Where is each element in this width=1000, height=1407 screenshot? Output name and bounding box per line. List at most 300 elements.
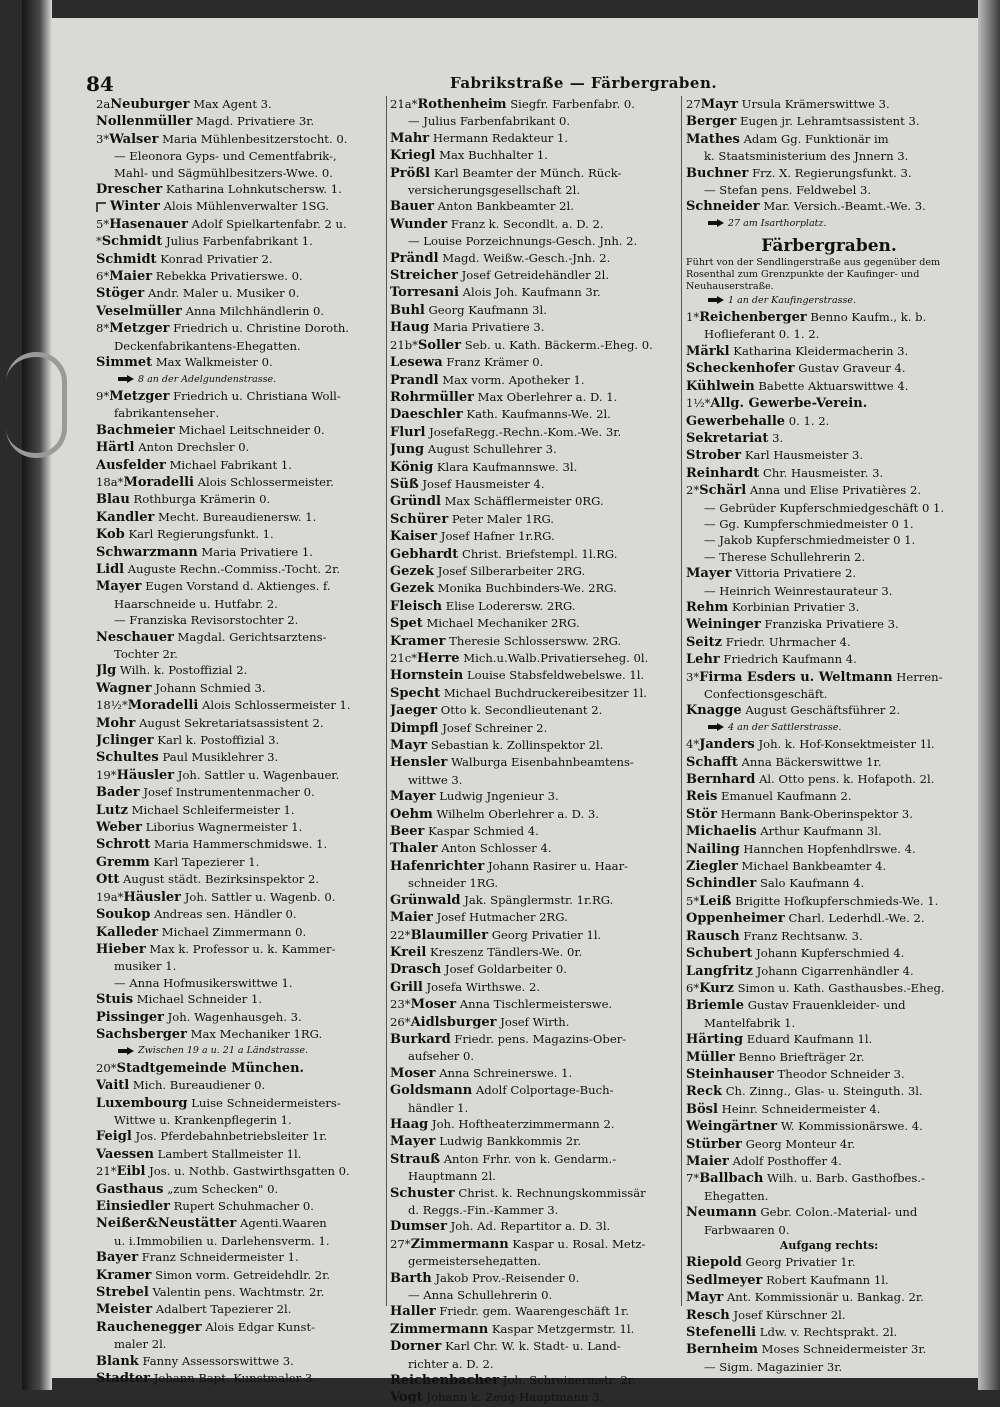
directory-entry <box>96 491 386 508</box>
directory-entry <box>390 737 682 754</box>
resident-name: Kaiser <box>390 529 438 545</box>
resident-name: Oehm <box>390 806 433 822</box>
directory-entry <box>390 441 682 458</box>
resident-details: Hermann Redakteur 1. <box>432 130 569 145</box>
resident-details: Rupert Schuhmacher 0. <box>173 1199 314 1213</box>
directory-entry <box>96 388 386 405</box>
directory-entry <box>686 806 972 823</box>
directory-entry <box>390 1218 682 1235</box>
resident-details: Adolf Posthoffer 4. <box>732 1153 842 1168</box>
resident-name: Eibl <box>116 1164 146 1180</box>
directory-entry <box>686 378 972 395</box>
directory-entry <box>96 422 386 439</box>
directory-entry <box>96 320 386 337</box>
resident-details: W. Kommissionärswe. 4. <box>780 1119 923 1134</box>
resident-name: Weber <box>96 820 143 836</box>
resident-name: Luxembourg <box>96 1095 188 1111</box>
directory-entry <box>686 1066 972 1083</box>
directory-entry <box>390 840 682 857</box>
directory-entry <box>686 997 972 1014</box>
resident-details: Michael Bankbeamter 4. <box>741 859 887 874</box>
directory-entry <box>96 457 386 474</box>
resident-details: Seb. u. Kath. Bäckerm.-Eheg. 0. <box>464 337 653 352</box>
directory-entry <box>390 633 682 650</box>
entry-continuation: u. i.Immobilien u. Darlehensverm. 1. <box>114 1233 330 1248</box>
resident-details: Anna Tischlermeisterswe. <box>459 997 613 1012</box>
resident-name: Reis <box>686 789 718 805</box>
directory-entry <box>96 285 386 302</box>
resident-name: Schmidt <box>96 251 157 267</box>
resident-name: Mohr <box>96 715 136 731</box>
resident-name: Jung <box>390 442 425 458</box>
directory-entry <box>686 1118 972 1135</box>
directory-entry <box>390 892 682 909</box>
resident-name: Prändl <box>390 250 439 266</box>
resident-name: Schindler <box>686 876 757 892</box>
resident-details: Karl Hausmeister 3. <box>744 448 864 463</box>
resident-name: Weingärtner <box>686 1119 778 1135</box>
directory-entry <box>686 736 972 753</box>
directory-entry <box>96 732 386 749</box>
resident-name: Berger <box>686 114 737 130</box>
directory-entry <box>96 819 386 836</box>
directory-entry <box>96 96 386 113</box>
street-corner-note <box>686 216 972 232</box>
resident-name: Bernheim <box>686 1342 758 1358</box>
resident-name: Herre <box>417 651 460 666</box>
entry-continuation: Wittwe u. Krankenpflegerin 1. <box>114 1112 292 1127</box>
resident-details: Joh. Ad. Repartitor a. D. 3l. <box>450 1219 611 1234</box>
directory-entry <box>96 1215 386 1232</box>
resident-name: Stuis <box>96 992 134 1008</box>
resident-details: Anna Bäckerswittwe 1r. <box>741 754 882 769</box>
resident-name: Leiß <box>699 893 732 909</box>
directory-entry <box>96 662 386 679</box>
resident-details: Max vorm. Apotheker 1. <box>442 372 585 387</box>
resident-details: Ludwig Bankkommis 2r. <box>439 1134 582 1149</box>
resident-details: Franz k. Secondlt. a. D. 2. <box>450 216 604 231</box>
resident-details: Brigitte Hofkupferschmieds-We. 1. <box>735 893 939 908</box>
directory-entry <box>686 651 972 668</box>
resident-name: Sachsberger <box>96 1026 187 1042</box>
resident-details: Eduard Kaufmann 1l. <box>746 1032 873 1047</box>
directory-entry <box>96 1128 386 1145</box>
resident-name: Vaessen <box>96 1146 154 1162</box>
directory-entry <box>96 1009 386 1026</box>
directory-entry <box>390 754 682 771</box>
house-number: 7* <box>686 1171 700 1186</box>
house-number: 1* <box>686 310 700 325</box>
resident-name: Schmidt <box>101 234 163 250</box>
directory-entry <box>390 389 682 406</box>
entry-continuation: Haarschneide u. Hutfabr. 2. <box>114 596 278 611</box>
entry-continuation: Tochter 2r. <box>114 647 178 661</box>
directory-entry <box>390 354 682 371</box>
directory-entry <box>390 1185 682 1202</box>
resident-name: Fleisch <box>390 598 443 614</box>
resident-name: Daeschler <box>390 407 463 423</box>
entry-continuation: — Julius Farbenfabrikant 0. <box>408 114 571 129</box>
resident-details: Max Buchhalter 1. <box>439 148 548 163</box>
house-number: 3* <box>96 131 110 146</box>
resident-name: Neuburger <box>110 97 190 112</box>
resident-details: Johann Cigarrenhändler 4. <box>756 963 914 978</box>
resident-details: Korbinian Privatier 3. <box>731 599 860 614</box>
resident-details: Anna Milchhändlerin 0. <box>185 303 325 318</box>
resident-name: Dimpfl <box>390 720 439 736</box>
page-header <box>86 72 966 96</box>
resident-name: Haag <box>390 1116 429 1132</box>
entry-continuation: Hauptmann 2l. <box>408 1169 496 1184</box>
resident-details: Maria Hammerschmidswe. 1. <box>153 837 328 852</box>
resident-name: Vogt <box>390 1390 423 1406</box>
directory-entry <box>96 526 386 543</box>
resident-name: Schuster <box>390 1185 455 1201</box>
directory-entry <box>390 1031 682 1048</box>
resident-name: Steinhauser <box>686 1066 774 1082</box>
resident-details: Anton Schlosser 4. <box>441 841 552 856</box>
street-description: Führt von der Sendlingerstraße aus gegenüber dem Rosenthal zum Grenzpunkte der Kaufinger- und Neuhauserstraße. <box>686 256 941 292</box>
resident-name: Gezek <box>390 581 435 597</box>
resident-details: Max Oberlehrer a. D. 1. <box>477 389 618 404</box>
house-number: 21b* <box>390 337 418 352</box>
entry-continuation: richter a. D. 2. <box>408 1356 494 1371</box>
house-number: 8* <box>96 321 110 336</box>
directory-entry <box>686 430 972 447</box>
street-corner-note <box>686 293 972 309</box>
resident-details: Joh. Schreinermstr. 2r. <box>502 1373 636 1388</box>
house-number: * <box>96 234 102 249</box>
directory-entry <box>686 1049 972 1066</box>
street-corner-text: Zwischen 19 a u. 21 a Ländstrasse. <box>138 1045 309 1057</box>
resident-name: Kriegl <box>390 148 436 164</box>
directory-entry <box>96 871 386 888</box>
resident-details: Anna Schreinerswe. 1. <box>439 1065 573 1080</box>
resident-details: Vittoria Privatiere 2. <box>735 566 857 581</box>
directory-entry <box>390 944 682 961</box>
house-number: 2a <box>96 97 111 111</box>
directory-entry <box>96 251 386 268</box>
resident-details: Josefa Wirthswe. 2. <box>426 979 541 994</box>
directory-entry <box>96 784 386 801</box>
resident-details: Andreas sen. Händler 0. <box>153 907 297 922</box>
resident-name: Aidlsburger <box>410 1014 497 1030</box>
resident-details: Jos. Pferdebahnbetriebsleiter 1r. <box>135 1129 328 1144</box>
directory-column-1 <box>96 96 386 1387</box>
resident-name: Kühlwein <box>686 378 755 394</box>
resident-name: Zimmermann <box>390 1321 489 1337</box>
directory-entry <box>96 1060 386 1077</box>
entry-continuation: wittwe 3. <box>408 772 463 787</box>
resident-details: Karl Regierungsfunkt. 1. <box>128 527 274 542</box>
resident-name: Mayer <box>390 1134 436 1150</box>
resident-name: Seitz <box>686 634 722 650</box>
directory-entry <box>390 667 682 684</box>
entry-continuation: k. Staatsministerium des Jnnern 3. <box>704 149 909 164</box>
directory-entry <box>390 909 682 926</box>
directory-entry <box>686 1272 972 1289</box>
resident-name: Bösl <box>686 1101 718 1117</box>
directory-entry <box>390 511 682 528</box>
directory-entry <box>686 980 972 997</box>
resident-name: Burkard <box>390 1031 451 1047</box>
entry-continuation: Mantelfabrik 1. <box>704 1015 796 1030</box>
resident-name: Blau <box>96 492 130 508</box>
directory-entry <box>390 1116 682 1133</box>
entry-continuation: händler 1. <box>408 1100 469 1115</box>
directory-entry <box>390 563 682 580</box>
resident-details: Alois Mühlenverwalter 1SG. <box>163 199 329 214</box>
entry-continuation: Ehegatten. <box>704 1188 769 1203</box>
resident-name: Hasenauer <box>109 216 188 232</box>
entry-continuation: musiker 1. <box>114 959 177 974</box>
resident-name: Winter <box>110 199 160 215</box>
street-corner-note <box>686 720 972 736</box>
resident-name: Gremm <box>96 854 150 870</box>
resident-details: August Geschäftsführer 2. <box>745 703 901 718</box>
page-number: 84 <box>86 72 114 96</box>
resident-name: Grünwald <box>390 892 461 908</box>
resident-name: Strober <box>686 448 742 464</box>
resident-details: Moses Schneidermeister 3r. <box>761 1342 927 1357</box>
directory-entry <box>390 858 682 875</box>
resident-name: Jclinger <box>96 733 154 749</box>
resident-details: Friedr. pens. Magazins-Ober- <box>454 1031 627 1046</box>
resident-details: Ldw. v. Rechtsprakt. 2l. <box>759 1325 898 1340</box>
entry-continuation: Hoflieferant 0. 1. 2. <box>704 327 820 342</box>
directory-entry <box>686 198 972 215</box>
directory-entry <box>686 599 972 616</box>
resident-details: Gustav Graveur 4. <box>798 361 906 376</box>
directory-entry <box>686 1324 972 1341</box>
resident-details: Josef Getreidehändler 2l. <box>461 268 610 283</box>
resident-details: Katharina Lohnkutschersw. 1. <box>165 182 342 197</box>
directory-entry <box>390 250 682 267</box>
directory-entry <box>390 372 682 389</box>
resident-name: Neschauer <box>96 629 174 645</box>
resident-details: Walburga Eisenbahnbeamtens- <box>451 755 634 770</box>
directory-entry <box>686 875 972 892</box>
directory-entry <box>686 165 972 182</box>
resident-details: Josef Schreiner 2. <box>442 720 548 735</box>
directory-entry <box>96 941 386 958</box>
page-edge <box>978 0 1000 1390</box>
entry-continuation: — Stefan pens. Feldwebel 3. <box>704 183 872 198</box>
resident-name: Schürer <box>390 511 449 527</box>
resident-details: Gustav Frauenkleider- und <box>747 998 906 1013</box>
directory-entry <box>686 1289 972 1306</box>
resident-details: Hermann Bank-Oberinspektor 3. <box>720 806 913 821</box>
directory-entry <box>96 354 386 371</box>
house-number: 5* <box>686 893 700 908</box>
resident-details: Maria Mühlenbesitzerstocht. 0. <box>162 131 348 146</box>
entry-continuation: — Jakob Kupferschmiedmeister 0 1. <box>704 533 916 548</box>
resident-name: Gewerbehalle <box>686 413 786 429</box>
street-corner-text: 8 an der Adelgundenstrasse. <box>138 373 277 385</box>
resident-name: Specht <box>390 685 441 701</box>
house-number: 9* <box>96 388 110 403</box>
directory-entry <box>96 1353 386 1370</box>
resident-details: Mar. Versich.-Beamt.-We. 3. <box>763 199 926 214</box>
street-corner-text: 4 an der Sattlerstrasse. <box>728 721 842 733</box>
street-corner-text: 1 an der Kaufingerstrasse. <box>728 294 856 306</box>
resident-name: Prößl <box>390 165 431 181</box>
directory-entry <box>686 754 972 771</box>
resident-name: Dorner <box>390 1339 442 1355</box>
resident-name: Gasthaus <box>96 1181 164 1197</box>
entry-continuation: Farbwaaren 0. <box>704 1222 790 1237</box>
entry-continuation: — Gg. Kumpferschmiedmeister 0 1. <box>704 516 914 531</box>
resident-name: Sekretariat <box>686 430 769 446</box>
resident-name: Michaelis <box>686 824 757 840</box>
resident-details: Gebr. Colon.-Material- und <box>760 1205 918 1220</box>
resident-details: Rothburga Krämerin 0. <box>133 492 271 507</box>
resident-name: Maier <box>390 910 433 926</box>
resident-name: Buchner <box>686 165 749 181</box>
resident-name: Metzger <box>109 321 170 337</box>
entry-continuation: — Therese Schullehrerin 2. <box>704 549 866 564</box>
pointing-hand-icon <box>708 723 724 731</box>
pen-mark-icon <box>96 201 108 213</box>
resident-details: Sebastian k. Zollinspektor 2l. <box>430 738 604 753</box>
directory-entry <box>96 802 386 819</box>
resident-name: Moradelli <box>123 474 194 490</box>
resident-name: Rehm <box>686 599 729 615</box>
resident-name: Rausch <box>686 928 740 944</box>
entry-continuation: aufseher 0. <box>408 1049 475 1064</box>
resident-details: Johann Kupferschmied 4. <box>756 946 905 961</box>
directory-entry <box>96 561 386 578</box>
resident-name: Zimmermann <box>410 1236 509 1252</box>
directory-entry <box>390 961 682 978</box>
resident-name: Kandler <box>96 509 155 525</box>
resident-details: Peter Maler 1RG. <box>451 511 554 526</box>
directory-entry <box>96 889 386 906</box>
resident-name: Ott <box>96 872 120 888</box>
directory-entry <box>390 130 682 147</box>
directory-column-2 <box>390 96 682 1407</box>
directory-entry <box>686 841 972 858</box>
resident-details: Theodor Schneider 3. <box>777 1066 905 1081</box>
resident-name: Mayr <box>686 1290 724 1306</box>
resident-details: 3. <box>772 430 784 445</box>
resident-name: Knagge <box>686 703 742 719</box>
directory-entry <box>96 216 386 233</box>
resident-details: Ch. Zinng., Glas- u. Steinguth. 3l. <box>725 1084 923 1099</box>
resident-details: Christ. Briefstempl. 1l.RG. <box>461 546 618 561</box>
resident-details: Jak. Spänglermstr. 1r.RG. <box>464 892 614 907</box>
resident-details: Kreszenz Tändlers-We. 0r. <box>429 944 583 959</box>
resident-details: Josef Hutmacher 2RG. <box>436 910 568 925</box>
resident-details: Johann Schmied 3. <box>155 680 266 695</box>
resident-details: Lambert Stallmeister 1l. <box>157 1146 302 1161</box>
directory-entry <box>686 858 972 875</box>
entry-continuation: — Franziska Revisorstochter 2. <box>114 613 299 628</box>
directory-entry <box>96 198 386 215</box>
resident-details: Magdal. Gerichtsarztens- <box>177 629 327 644</box>
resident-details: Simon u. Kath. Gasthausbes.-Eheg. <box>737 980 945 995</box>
resident-details: Andr. Maler u. Musiker 0. <box>147 286 300 301</box>
directory-entry <box>390 147 682 164</box>
directory-entry <box>686 482 972 499</box>
entry-continuation: — Gebrüder Kupferschmiedgeschäft 0 1. <box>704 500 945 515</box>
entry-continuation: maler 2l. <box>114 1337 167 1352</box>
resident-name: Janders <box>699 737 755 753</box>
entry-continuation: — Sigm. Magazinier 3r. <box>704 1359 843 1374</box>
resident-name: Feigl <box>96 1129 132 1145</box>
resident-name: Mayr <box>390 738 428 754</box>
directory-entry <box>686 634 972 651</box>
resident-details: Babette Aktuarswittwe 4. <box>758 378 909 393</box>
resident-name: König <box>390 459 434 475</box>
resident-details: Friedrich u. Christine Doroth. <box>173 321 349 336</box>
house-number: 27 <box>686 97 701 111</box>
directory-entry <box>686 1031 972 1048</box>
resident-name: Müller <box>686 1049 735 1065</box>
directory-entry <box>390 406 682 423</box>
directory-entry <box>390 996 682 1013</box>
directory-entry <box>390 702 682 719</box>
directory-entry <box>96 680 386 697</box>
resident-details: Christ. k. Rechnungskommissär <box>458 1185 646 1200</box>
resident-name: Spet <box>390 616 423 632</box>
resident-name: Meister <box>96 1302 153 1318</box>
directory-entry <box>686 669 972 686</box>
house-number: 26* <box>390 1014 411 1029</box>
resident-name: Mayer <box>390 789 436 805</box>
entry-continuation: versicherungsgesellschaft 2l. <box>408 183 581 198</box>
resident-name: Strauß <box>390 1151 440 1167</box>
resident-name: Schubert <box>686 946 753 962</box>
resident-name: Neumann <box>686 1205 757 1221</box>
directory-entry <box>96 629 386 646</box>
pointing-hand-icon <box>118 1047 134 1055</box>
resident-details: Jos. u. Nothb. Gastwirthsgatten 0. <box>149 1164 350 1179</box>
resident-details: Benno Briefträger 2r. <box>738 1049 865 1064</box>
book-binding <box>22 0 52 1390</box>
directory-entry <box>96 181 386 198</box>
resident-details: Johann Bapt. Kunstmaler 3. <box>153 1371 316 1386</box>
resident-details: Kaspar Metzgermstr. 1l. <box>491 1321 635 1336</box>
directory-entry <box>686 309 972 326</box>
resident-name: Härting <box>686 1032 744 1048</box>
resident-details: Georg Privatier 1l. <box>491 927 602 942</box>
house-number: 18a* <box>96 474 124 489</box>
resident-details: Anton Frhr. von k. Gendarm.- <box>443 1151 617 1166</box>
resident-name: Einsiedler <box>96 1199 170 1214</box>
resident-details: Magd. Weißw.-Gesch.-Jnh. 2. <box>442 250 611 265</box>
resident-name: Reichenbacher <box>390 1373 500 1389</box>
resident-name: Schwarzmann <box>96 544 198 560</box>
resident-name: Wunder <box>390 216 448 232</box>
resident-name: Mayer <box>686 566 732 582</box>
directory-entry <box>686 1204 972 1221</box>
directory-entry <box>96 697 386 714</box>
resident-details: Friedr. gem. Waarengeschäft 1r. <box>439 1304 629 1319</box>
resident-details: Maria Privatiere 1. <box>201 544 313 559</box>
directory-entry <box>390 1321 682 1338</box>
resident-details: Konrad Privatier 2. <box>160 251 273 266</box>
house-number: 19* <box>96 767 117 782</box>
resident-name: Langfritz <box>686 963 753 979</box>
directory-entry <box>686 1083 972 1100</box>
directory-entry <box>96 906 386 923</box>
directory-entry <box>96 268 386 285</box>
resident-name: Simmet <box>96 355 153 371</box>
resident-details: Kaspar Schmied 4. <box>428 824 539 839</box>
directory-entry <box>686 1101 972 1118</box>
staircase-heading: Aufgang rechts: <box>779 1239 879 1252</box>
